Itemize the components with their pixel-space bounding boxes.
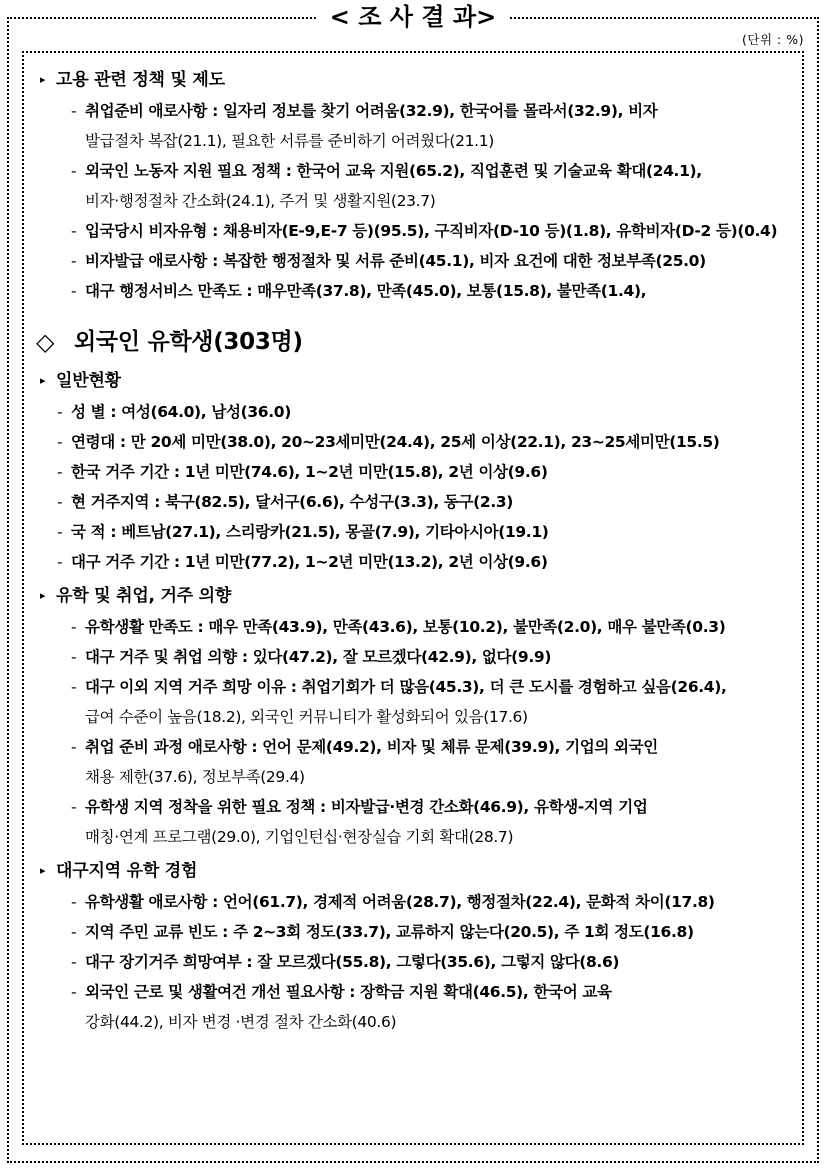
dash-bullet-icon: - [71, 252, 77, 270]
list-item-line1: 대구 이외 지역 거주 희망 이유 : 취업기회가 더 많음(45.3), 더 큰 도시를 경험하고 싶음(26.4), [85, 678, 727, 696]
dash-bullet-icon: - [71, 222, 77, 240]
triangle-bullet-icon: ▸ [40, 864, 46, 877]
triangle-bullet-icon: ▸ [40, 73, 46, 86]
list-item-line1: 유학생활 만족도 : 매우 만족(43.9), 만족(43.6), 보통(10.2), 불만족(2.0), 매우 불만족(0.3) [85, 618, 726, 636]
list-item [34, 276, 792, 306]
dash-bullet-icon: - [71, 648, 77, 666]
list-item-line2: 채용 제한(37.6), 정보부족(29.4) [85, 768, 305, 786]
list-item [34, 792, 792, 852]
list-item-line1: 외국인 근로 및 생활여건 개선 필요사항 : 장학금 지원 확대(46.5), 한국어 교육 [85, 983, 612, 1001]
list-item-line1: 대구 행정서비스 만족도 : 매우만족(37.8), 만족(45.0), 보통(15.8), 불만족(1.4), [85, 282, 647, 300]
section-heading-label: 일반현황 [56, 371, 121, 391]
section-heading-label: 대구지역 유학 경험 [56, 861, 198, 881]
list-item-line1: 외국인 노동자 지원 필요 정책 : 한국어 교육 지원(65.2), 직업훈련 및 기술교육 확대(24.1), [85, 162, 702, 180]
section-heading-study-employment-intent [34, 581, 792, 611]
list-item [34, 457, 792, 487]
section-heading-employment-policy [34, 65, 792, 95]
list-item-line1: 비자발급 애로사항 : 복잡한 행정절차 및 서류 준비(45.1), 비자 요건에 대한 정보부족(25.0) [85, 252, 706, 270]
content-panel [22, 51, 804, 1145]
section-heading-label: 유학 및 취업, 거주 의향 [56, 586, 232, 606]
list-item-line1: 국 적 : 베트남(27.1), 스리랑카(21.5), 몽골(7.9), 기타아시아(19.1) [71, 523, 549, 541]
list-item [34, 732, 792, 792]
list-item-line1: 성 별 : 여성(64.0), 남성(36.0) [71, 403, 291, 421]
dash-bullet-icon: - [71, 923, 77, 941]
list-item [34, 487, 792, 517]
list-item [34, 887, 792, 917]
dash-bullet-icon: - [71, 102, 77, 120]
dash-bullet-icon: - [71, 953, 77, 971]
dash-bullet-icon: - [57, 493, 63, 511]
list-item-line2: 발급절차 복잡(21.1), 필요한 서류를 준비하기 어려웠다(21.1) [85, 132, 494, 150]
list-item-line1: 입국당시 비자유형 : 채용비자(E-9,E-7 등)(95.5), 구직비자(D-10 등)(1.8), 유학비자(D-2 등)(0.4) [85, 222, 778, 240]
dash-bullet-icon: - [71, 162, 77, 180]
list-item [34, 96, 792, 156]
list-item [34, 612, 792, 642]
list-item-line2: 매칭·연계 프로그램(29.0), 기업인턴십·현장실습 기회 확대(28.7) [85, 828, 514, 846]
dash-bullet-icon: - [71, 738, 77, 756]
section-heading-daegu-study-experience [34, 856, 792, 886]
dash-bullet-icon: - [71, 893, 77, 911]
list-item-line1: 한국 거주 기간 : 1년 미만(74.6), 1~2년 미만(15.8), 2년 이상(9.6) [71, 463, 548, 481]
dash-bullet-icon: - [57, 553, 63, 571]
list-item [34, 947, 792, 977]
triangle-bullet-icon: ▸ [40, 589, 46, 602]
list-item [34, 642, 792, 672]
dash-bullet-icon: - [71, 983, 77, 1001]
list-item-line1: 대구 장기거주 희망여부 : 잘 모르겠다(55.8), 그렇다(35.6), 그렇지 않다(8.6) [85, 953, 620, 971]
list-item [34, 397, 792, 427]
dash-bullet-icon: - [57, 463, 63, 481]
list-item [34, 216, 792, 246]
section-heading-label: 고용 관련 정책 및 제도 [56, 70, 225, 90]
dash-bullet-icon: - [57, 403, 63, 421]
survey-results-content [34, 65, 792, 1037]
list-item-line2: 비자·행정절차 간소화(24.1), 주거 및 생활지원(23.7) [85, 192, 436, 210]
list-item-line1: 취업준비 애로사항 : 일자리 정보를 찾기 어려움(32.9), 한국어를 몰라서(32.9), 비자 [85, 102, 658, 120]
list-item [34, 672, 792, 732]
major-heading-label: 외국인 유학생(303명) [74, 329, 303, 355]
dash-bullet-icon: - [71, 618, 77, 636]
list-item [34, 246, 792, 276]
dash-bullet-icon: - [71, 798, 77, 816]
list-item-line1: 연령대 : 만 20세 미만(38.0), 20~23세미만(24.4), 25세 이상(22.1), 23~25세미만(15.5) [71, 433, 720, 451]
list-item [34, 156, 792, 216]
major-heading-foreign-students [34, 322, 792, 362]
list-item-line1: 취업 준비 과정 애로사항 : 언어 문제(49.2), 비자 및 체류 문제(39.9), 기업의 외국인 [85, 738, 658, 756]
page-title: < 조 사 결 과> [316, 2, 510, 32]
section-heading-general-status [34, 366, 792, 396]
list-item [34, 427, 792, 457]
diamond-bullet-icon: ◇ [36, 328, 55, 356]
list-item-line1: 유학생 지역 정착을 위한 필요 정책 : 비자발급·변경 간소화(46.9), 유학생-지역 기업 [85, 798, 648, 816]
dash-bullet-icon: - [57, 433, 63, 451]
dash-bullet-icon: - [71, 678, 77, 696]
dash-bullet-icon: - [71, 282, 77, 300]
list-item [34, 547, 792, 577]
list-item [34, 977, 792, 1037]
list-item [34, 917, 792, 947]
list-item [34, 517, 792, 547]
dash-bullet-icon: - [57, 523, 63, 541]
list-item-line2: 급여 수준이 높음(18.2), 외국인 커뮤니티가 활성화되어 있음(17.6) [85, 708, 528, 726]
triangle-bullet-icon: ▸ [40, 374, 46, 387]
list-item-line1: 대구 거주 및 취업 의향 : 있다(47.2), 잘 모르겠다(42.9), 없다(9.9) [85, 648, 552, 666]
list-item-line1: 현 거주지역 : 북구(82.5), 달서구(6.6), 수성구(3.3), 동구(2.3) [71, 493, 514, 511]
unit-note: (단위 : %) [742, 32, 804, 47]
list-item-line2: 강화(44.2), 비자 변경 ·변경 절차 간소화(40.6) [85, 1013, 397, 1031]
list-item-line1: 유학생활 애로사항 : 언어(61.7), 경제적 어려움(28.7), 행정절차(22.4), 문화적 차이(17.8) [85, 893, 715, 911]
list-item-line1: 대구 거주 기간 : 1년 미만(77.2), 1~2년 미만(13.2), 2년 이상(9.6) [71, 553, 548, 571]
list-item-line1: 지역 주민 교류 빈도 : 주 2~3회 정도(33.7), 교류하지 않는다(20.5), 주 1회 정도(16.8) [85, 923, 694, 941]
